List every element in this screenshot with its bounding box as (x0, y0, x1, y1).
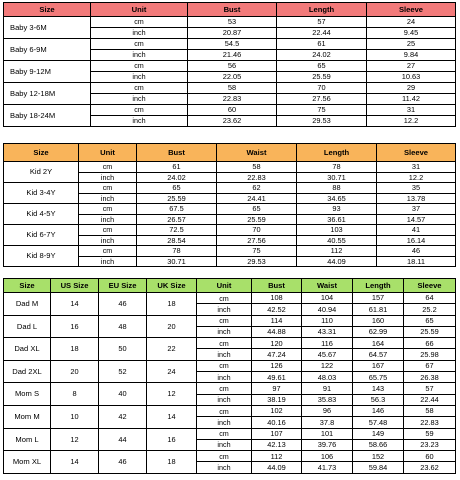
table-row (4, 451, 456, 462)
unit-cell: cm (197, 451, 252, 462)
uk-size-cell: 24 (147, 360, 197, 383)
table-row (4, 405, 456, 416)
eu-size-cell: 42 (99, 405, 147, 428)
value-cell: 18.11 (377, 256, 456, 267)
header-cell: Sleeve (367, 3, 456, 17)
unit-cell: cm (79, 183, 137, 194)
value-cell: 31 (367, 105, 456, 116)
value-cell: 23.23 (404, 439, 456, 450)
value-cell: 25.98 (404, 349, 456, 360)
header-cell: Unit (197, 279, 252, 293)
header-cell: Size (4, 279, 51, 293)
unit-cell: inch (79, 172, 137, 183)
us-size-cell: 18 (51, 338, 99, 361)
uk-size-cell: 22 (147, 338, 197, 361)
value-cell: 96 (302, 405, 353, 416)
unit-cell: inch (197, 439, 252, 450)
value-cell: 27.56 (217, 235, 297, 246)
value-cell: 41 (377, 225, 456, 236)
header-cell: Length (277, 3, 367, 17)
size-name-cell: Kid 4-5Y (4, 204, 79, 225)
value-cell: 58 (188, 83, 277, 94)
size-name-cell: Mom L (4, 428, 51, 451)
value-cell: 43.31 (302, 326, 353, 337)
table-row (4, 39, 456, 50)
value-cell: 58.66 (353, 439, 404, 450)
eu-size-cell: 48 (99, 315, 147, 338)
value-cell: 22.05 (188, 72, 277, 83)
table-row (4, 204, 456, 215)
value-cell: 167 (353, 360, 404, 371)
size-name-cell: Kid 8-9Y (4, 246, 79, 267)
eu-size-cell: 40 (99, 383, 147, 406)
value-cell: 25.59 (137, 193, 217, 204)
unit-cell: inch (79, 193, 137, 204)
header-cell: Length (297, 144, 377, 162)
unit-cell: inch (197, 372, 252, 383)
value-cell: 45.67 (302, 349, 353, 360)
value-cell: 62 (217, 183, 297, 194)
value-cell: 64 (404, 293, 456, 304)
value-cell: 152 (353, 451, 404, 462)
value-cell: 44.88 (252, 326, 302, 337)
value-cell: 37.8 (302, 417, 353, 428)
unit-cell: cm (79, 246, 137, 257)
value-cell: 57 (277, 17, 367, 28)
value-cell: 44.09 (252, 462, 302, 473)
value-cell: 53 (188, 17, 277, 28)
unit-cell: cm (91, 83, 188, 94)
value-cell: 37 (377, 204, 456, 215)
value-cell: 61 (137, 162, 217, 173)
table-row (4, 17, 456, 28)
value-cell: 60 (404, 451, 456, 462)
value-cell: 106 (302, 451, 353, 462)
value-cell: 40.16 (252, 417, 302, 428)
unit-cell: inch (197, 326, 252, 337)
table-row (4, 315, 456, 326)
unit-cell: inch (91, 116, 188, 127)
value-cell: 21.46 (188, 50, 277, 61)
value-cell: 30.71 (297, 172, 377, 183)
us-size-cell: 16 (51, 315, 99, 338)
header-cell: Size (4, 144, 79, 162)
us-size-cell: 10 (51, 405, 99, 428)
value-cell: 24 (367, 17, 456, 28)
value-cell: 65 (217, 204, 297, 215)
value-cell: 88 (297, 183, 377, 194)
table-row (4, 225, 456, 236)
size-name-cell: Baby 18-24M (4, 105, 91, 127)
unit-cell: cm (197, 360, 252, 371)
value-cell: 22.44 (404, 394, 456, 405)
unit-cell: inch (197, 394, 252, 405)
value-cell: 25.2 (404, 304, 456, 315)
value-cell: 97 (252, 383, 302, 394)
value-cell: 78 (137, 246, 217, 257)
value-cell: 29.53 (217, 256, 297, 267)
header-cell: Waist (217, 144, 297, 162)
value-cell: 114 (252, 315, 302, 326)
value-cell: 104 (302, 293, 353, 304)
header-cell: Bust (252, 279, 302, 293)
eu-size-cell: 46 (99, 293, 147, 316)
value-cell: 26.57 (137, 214, 217, 225)
header-cell: Bust (137, 144, 217, 162)
value-cell: 22.83 (188, 94, 277, 105)
value-cell: 22.44 (277, 28, 367, 39)
unit-cell: inch (197, 304, 252, 315)
value-cell: 9.45 (367, 28, 456, 39)
value-cell: 39.76 (302, 439, 353, 450)
header-cell: UK Size (147, 279, 197, 293)
value-cell: 25 (367, 39, 456, 50)
header-cell: Unit (79, 144, 137, 162)
value-cell: 12.2 (367, 116, 456, 127)
size-name-cell: Mom XL (4, 451, 51, 474)
value-cell: 38.19 (252, 394, 302, 405)
value-cell: 22.83 (217, 172, 297, 183)
unit-cell: inch (91, 50, 188, 61)
header-cell: Length (353, 279, 404, 293)
value-cell: 29 (367, 83, 456, 94)
value-cell: 59.84 (353, 462, 404, 473)
value-cell: 59 (404, 428, 456, 439)
size-name-cell: Kid 6-7Y (4, 225, 79, 246)
table-row (4, 61, 456, 72)
adult-header-row (4, 279, 456, 293)
value-cell: 67 (404, 360, 456, 371)
unit-cell: cm (79, 204, 137, 215)
value-cell: 54.5 (188, 39, 277, 50)
value-cell: 157 (353, 293, 404, 304)
value-cell: 24.02 (277, 50, 367, 61)
header-cell: Bust (188, 3, 277, 17)
value-cell: 65 (277, 61, 367, 72)
value-cell: 26.38 (404, 372, 456, 383)
value-cell: 49.61 (252, 372, 302, 383)
value-cell: 30.71 (137, 256, 217, 267)
unit-cell: inch (79, 256, 137, 267)
value-cell: 103 (297, 225, 377, 236)
baby-size-table (3, 2, 456, 127)
size-name-cell: Mom M (4, 405, 51, 428)
value-cell: 70 (277, 83, 367, 94)
value-cell: 42.13 (252, 439, 302, 450)
unit-cell: cm (79, 225, 137, 236)
value-cell: 42.52 (252, 304, 302, 315)
eu-size-cell: 50 (99, 338, 147, 361)
kid-size-table (3, 143, 456, 267)
unit-cell: inch (197, 417, 252, 428)
value-cell: 78 (297, 162, 377, 173)
header-cell: Sleeve (377, 144, 456, 162)
table-row (4, 293, 456, 304)
adult-size-table (3, 278, 456, 474)
us-size-cell: 20 (51, 360, 99, 383)
uk-size-cell: 20 (147, 315, 197, 338)
uk-size-cell: 14 (147, 405, 197, 428)
value-cell: 35.83 (302, 394, 353, 405)
unit-cell: cm (197, 383, 252, 394)
value-cell: 108 (252, 293, 302, 304)
value-cell: 13.78 (377, 193, 456, 204)
value-cell: 70 (217, 225, 297, 236)
value-cell: 24.41 (217, 193, 297, 204)
value-cell: 9.84 (367, 50, 456, 61)
unit-cell: cm (91, 61, 188, 72)
value-cell: 46 (377, 246, 456, 257)
value-cell: 20.87 (188, 28, 277, 39)
value-cell: 29.53 (277, 116, 367, 127)
uk-size-cell: 12 (147, 383, 197, 406)
value-cell: 65 (137, 183, 217, 194)
value-cell: 116 (302, 338, 353, 349)
us-size-cell: 14 (51, 451, 99, 474)
table-row (4, 246, 456, 257)
unit-cell: inch (91, 72, 188, 83)
eu-size-cell: 46 (99, 451, 147, 474)
value-cell: 58 (217, 162, 297, 173)
value-cell: 41.73 (302, 462, 353, 473)
value-cell: 56.3 (353, 394, 404, 405)
value-cell: 57 (404, 383, 456, 394)
value-cell: 93 (297, 204, 377, 215)
unit-cell: cm (79, 162, 137, 173)
size-name-cell: Baby 12-18M (4, 83, 91, 105)
unit-cell: cm (91, 39, 188, 50)
unit-cell: inch (79, 235, 137, 246)
value-cell: 65.75 (353, 372, 404, 383)
value-cell: 67.5 (137, 204, 217, 215)
size-name-cell: Kid 2Y (4, 162, 79, 183)
value-cell: 16.14 (377, 235, 456, 246)
value-cell: 47.24 (252, 349, 302, 360)
value-cell: 61 (277, 39, 367, 50)
header-cell: Sleeve (404, 279, 456, 293)
size-name-cell: Dad L (4, 315, 51, 338)
unit-cell: cm (91, 17, 188, 28)
value-cell: 146 (353, 405, 404, 416)
unit-cell: cm (197, 338, 252, 349)
unit-cell: inch (197, 462, 252, 473)
unit-cell: inch (91, 28, 188, 39)
header-cell: Unit (91, 3, 188, 17)
value-cell: 48.03 (302, 372, 353, 383)
value-cell: 120 (252, 338, 302, 349)
value-cell: 27 (367, 61, 456, 72)
table-row (4, 360, 456, 371)
header-cell: Size (4, 3, 91, 17)
value-cell: 23.62 (188, 116, 277, 127)
value-cell: 75 (277, 105, 367, 116)
value-cell: 40.55 (297, 235, 377, 246)
header-cell: Waist (302, 279, 353, 293)
value-cell: 23.62 (404, 462, 456, 473)
value-cell: 27.56 (277, 94, 367, 105)
value-cell: 11.42 (367, 94, 456, 105)
value-cell: 101 (302, 428, 353, 439)
value-cell: 112 (297, 246, 377, 257)
value-cell: 36.61 (297, 214, 377, 225)
value-cell: 66 (404, 338, 456, 349)
size-name-cell: Dad XL (4, 338, 51, 361)
eu-size-cell: 52 (99, 360, 147, 383)
table-row (4, 338, 456, 349)
table-row (4, 105, 456, 116)
value-cell: 126 (252, 360, 302, 371)
value-cell: 164 (353, 338, 404, 349)
table-row (4, 83, 456, 94)
us-size-cell: 12 (51, 428, 99, 451)
uk-size-cell: 16 (147, 428, 197, 451)
size-name-cell: Kid 3-4Y (4, 183, 79, 204)
value-cell: 44.09 (297, 256, 377, 267)
unit-cell: cm (197, 315, 252, 326)
value-cell: 25.59 (217, 214, 297, 225)
value-cell: 65 (404, 315, 456, 326)
header-cell: US Size (51, 279, 99, 293)
value-cell: 24.02 (137, 172, 217, 183)
value-cell: 149 (353, 428, 404, 439)
unit-cell: cm (197, 405, 252, 416)
unit-cell: cm (197, 293, 252, 304)
unit-cell: inch (91, 94, 188, 105)
value-cell: 57.48 (353, 417, 404, 428)
size-name-cell: Dad M (4, 293, 51, 316)
value-cell: 72.5 (137, 225, 217, 236)
value-cell: 60 (188, 105, 277, 116)
table-row (4, 428, 456, 439)
value-cell: 160 (353, 315, 404, 326)
value-cell: 10.63 (367, 72, 456, 83)
value-cell: 14.57 (377, 214, 456, 225)
value-cell: 31 (377, 162, 456, 173)
us-size-cell: 8 (51, 383, 99, 406)
value-cell: 28.54 (137, 235, 217, 246)
table-row (4, 383, 456, 394)
value-cell: 22.83 (404, 417, 456, 428)
size-name-cell: Baby 3-6M (4, 17, 91, 39)
value-cell: 64.57 (353, 349, 404, 360)
value-cell: 61.81 (353, 304, 404, 315)
uk-size-cell: 18 (147, 451, 197, 474)
value-cell: 102 (252, 405, 302, 416)
unit-cell: inch (79, 214, 137, 225)
unit-cell: inch (197, 349, 252, 360)
size-name-cell: Dad 2XL (4, 360, 51, 383)
value-cell: 25.59 (404, 326, 456, 337)
header-cell: EU Size (99, 279, 147, 293)
size-name-cell: Mom S (4, 383, 51, 406)
value-cell: 25.59 (277, 72, 367, 83)
value-cell: 110 (302, 315, 353, 326)
value-cell: 107 (252, 428, 302, 439)
value-cell: 12.2 (377, 172, 456, 183)
size-name-cell: Baby 6-9M (4, 39, 91, 61)
table-row (4, 162, 456, 173)
kid-header-row (4, 144, 456, 162)
unit-cell: cm (197, 428, 252, 439)
value-cell: 34.65 (297, 193, 377, 204)
value-cell: 58 (404, 405, 456, 416)
value-cell: 62.99 (353, 326, 404, 337)
baby-header-row (4, 3, 456, 17)
table-row (4, 183, 456, 194)
value-cell: 91 (302, 383, 353, 394)
unit-cell: cm (91, 105, 188, 116)
value-cell: 40.94 (302, 304, 353, 315)
value-cell: 35 (377, 183, 456, 194)
value-cell: 56 (188, 61, 277, 72)
value-cell: 143 (353, 383, 404, 394)
eu-size-cell: 44 (99, 428, 147, 451)
us-size-cell: 14 (51, 293, 99, 316)
value-cell: 75 (217, 246, 297, 257)
value-cell: 112 (252, 451, 302, 462)
value-cell: 122 (302, 360, 353, 371)
size-name-cell: Baby 9-12M (4, 61, 91, 83)
uk-size-cell: 18 (147, 293, 197, 316)
